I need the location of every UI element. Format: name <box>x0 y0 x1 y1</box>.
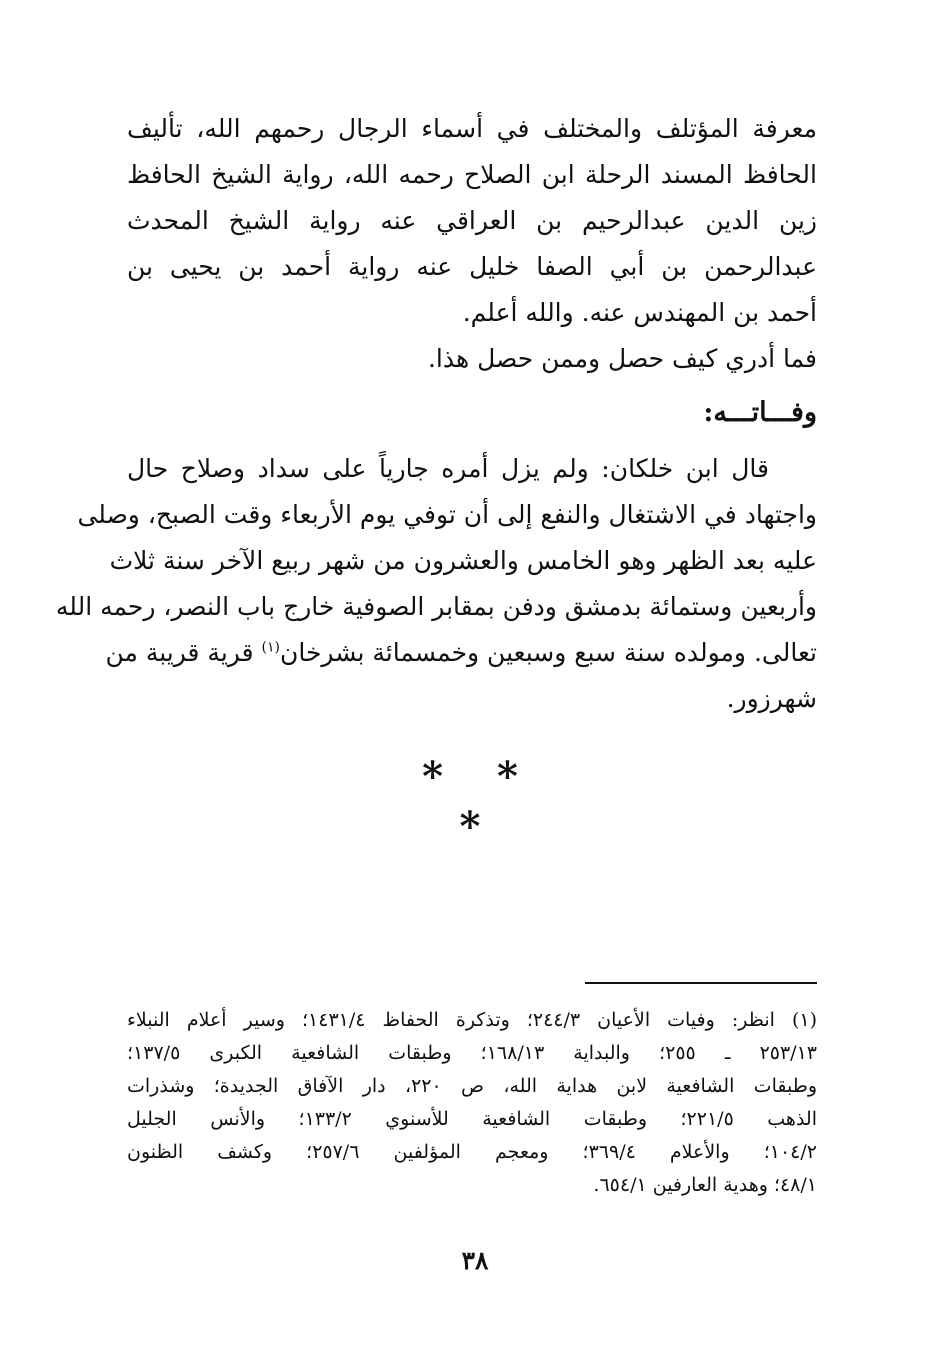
intro-line: عبدالرحمن بن أبي الصفا خليل عنه رواية أحمد بن يحيى بن <box>127 252 817 281</box>
intro-paragraph <box>127 106 817 382</box>
footnote-marker: (١) <box>261 639 280 656</box>
intro-line: أحمد بن المهندس عنه. والله أعلم. <box>462 298 817 327</box>
section-heading-death: وفـــاتـــه: <box>703 397 817 428</box>
body-line-with-footnote <box>105 630 817 676</box>
section-separator: * * * <box>422 753 538 850</box>
intro-line: الحافظ المسند الرحلة ابن الصلاح رحمه الله، رواية الشيخ الحافظ <box>127 160 817 189</box>
body-line: عليه بعد الظهر وهو الخامس والعشرون من شهر ربيع الآخر سنة ثلاث <box>109 546 817 575</box>
footnote-line: ٤٨/١؛ وهدية العارفين ٦٥٤/١. <box>593 1174 817 1196</box>
footnote-line: ٢٥٣/١٣ ـ ٢٥٥؛ والبداية ١٦٨/١٣؛ وطبقات الشافعية الكبرى ١٣٧/٥؛ <box>127 1042 817 1064</box>
intro-line: معرفة المؤتلف والمختلف في أسماء الرجال رحمهم الله، تأليف <box>127 114 817 143</box>
intro-line: زين الدين عبدالرحيم بن العراقي عنه رواية الشيخ المحدث <box>127 206 817 235</box>
body-line-tail: قرية قريبة من <box>105 638 262 667</box>
body-line: قال ابن خلكان: ولم يزل أمره جارياً على سداد وصلاح حال <box>127 454 769 483</box>
footnotes <box>127 1004 817 1202</box>
footnote-line: ١٠٤/٢؛ والأعلام ٣٦٩/٤؛ ومعجم المؤلفين ٢٥٧/٦؛ وكشف الظنون <box>127 1141 817 1163</box>
body-line: وأربعين وستمائة بدمشق ودفن بمقابر الصوفية خارج باب النصر، رحمه الله <box>55 592 817 621</box>
footnote-divider <box>585 982 817 984</box>
body-line: شهرزور. <box>726 684 817 713</box>
body-line: واجتهاد في الاشتغال والنفع إلى أن توفي يوم الأربعاء وقت الصبح، وصلى <box>77 500 817 529</box>
footnote-line: وطبقات الشافعية لابن هداية الله، ص ٢٢٠، دار الآفاق الجديدة؛ وشذرات <box>127 1075 818 1097</box>
footnote-line: (١) انظر: وفيات الأعيان ٢٤٤/٣؛ وتذكرة الحفاظ ١٤٣١/٤؛ وسير أعلام النبلاء <box>127 1009 818 1031</box>
footnote-line: الذهب ٢٢١/٥؛ وطبقات الشافعية للأسنوي ١٣٣/٢؛ والأنس الجليل <box>127 1108 817 1130</box>
page-number: ٣٨ <box>461 1246 489 1275</box>
intro-line: فما أدري كيف حصل وممن حصل هذا. <box>427 344 817 373</box>
body-line-text: تعالى. ومولده سنة سبع وسبعين وخمسمائة بشرخان <box>279 638 817 667</box>
body-paragraph <box>55 446 817 722</box>
